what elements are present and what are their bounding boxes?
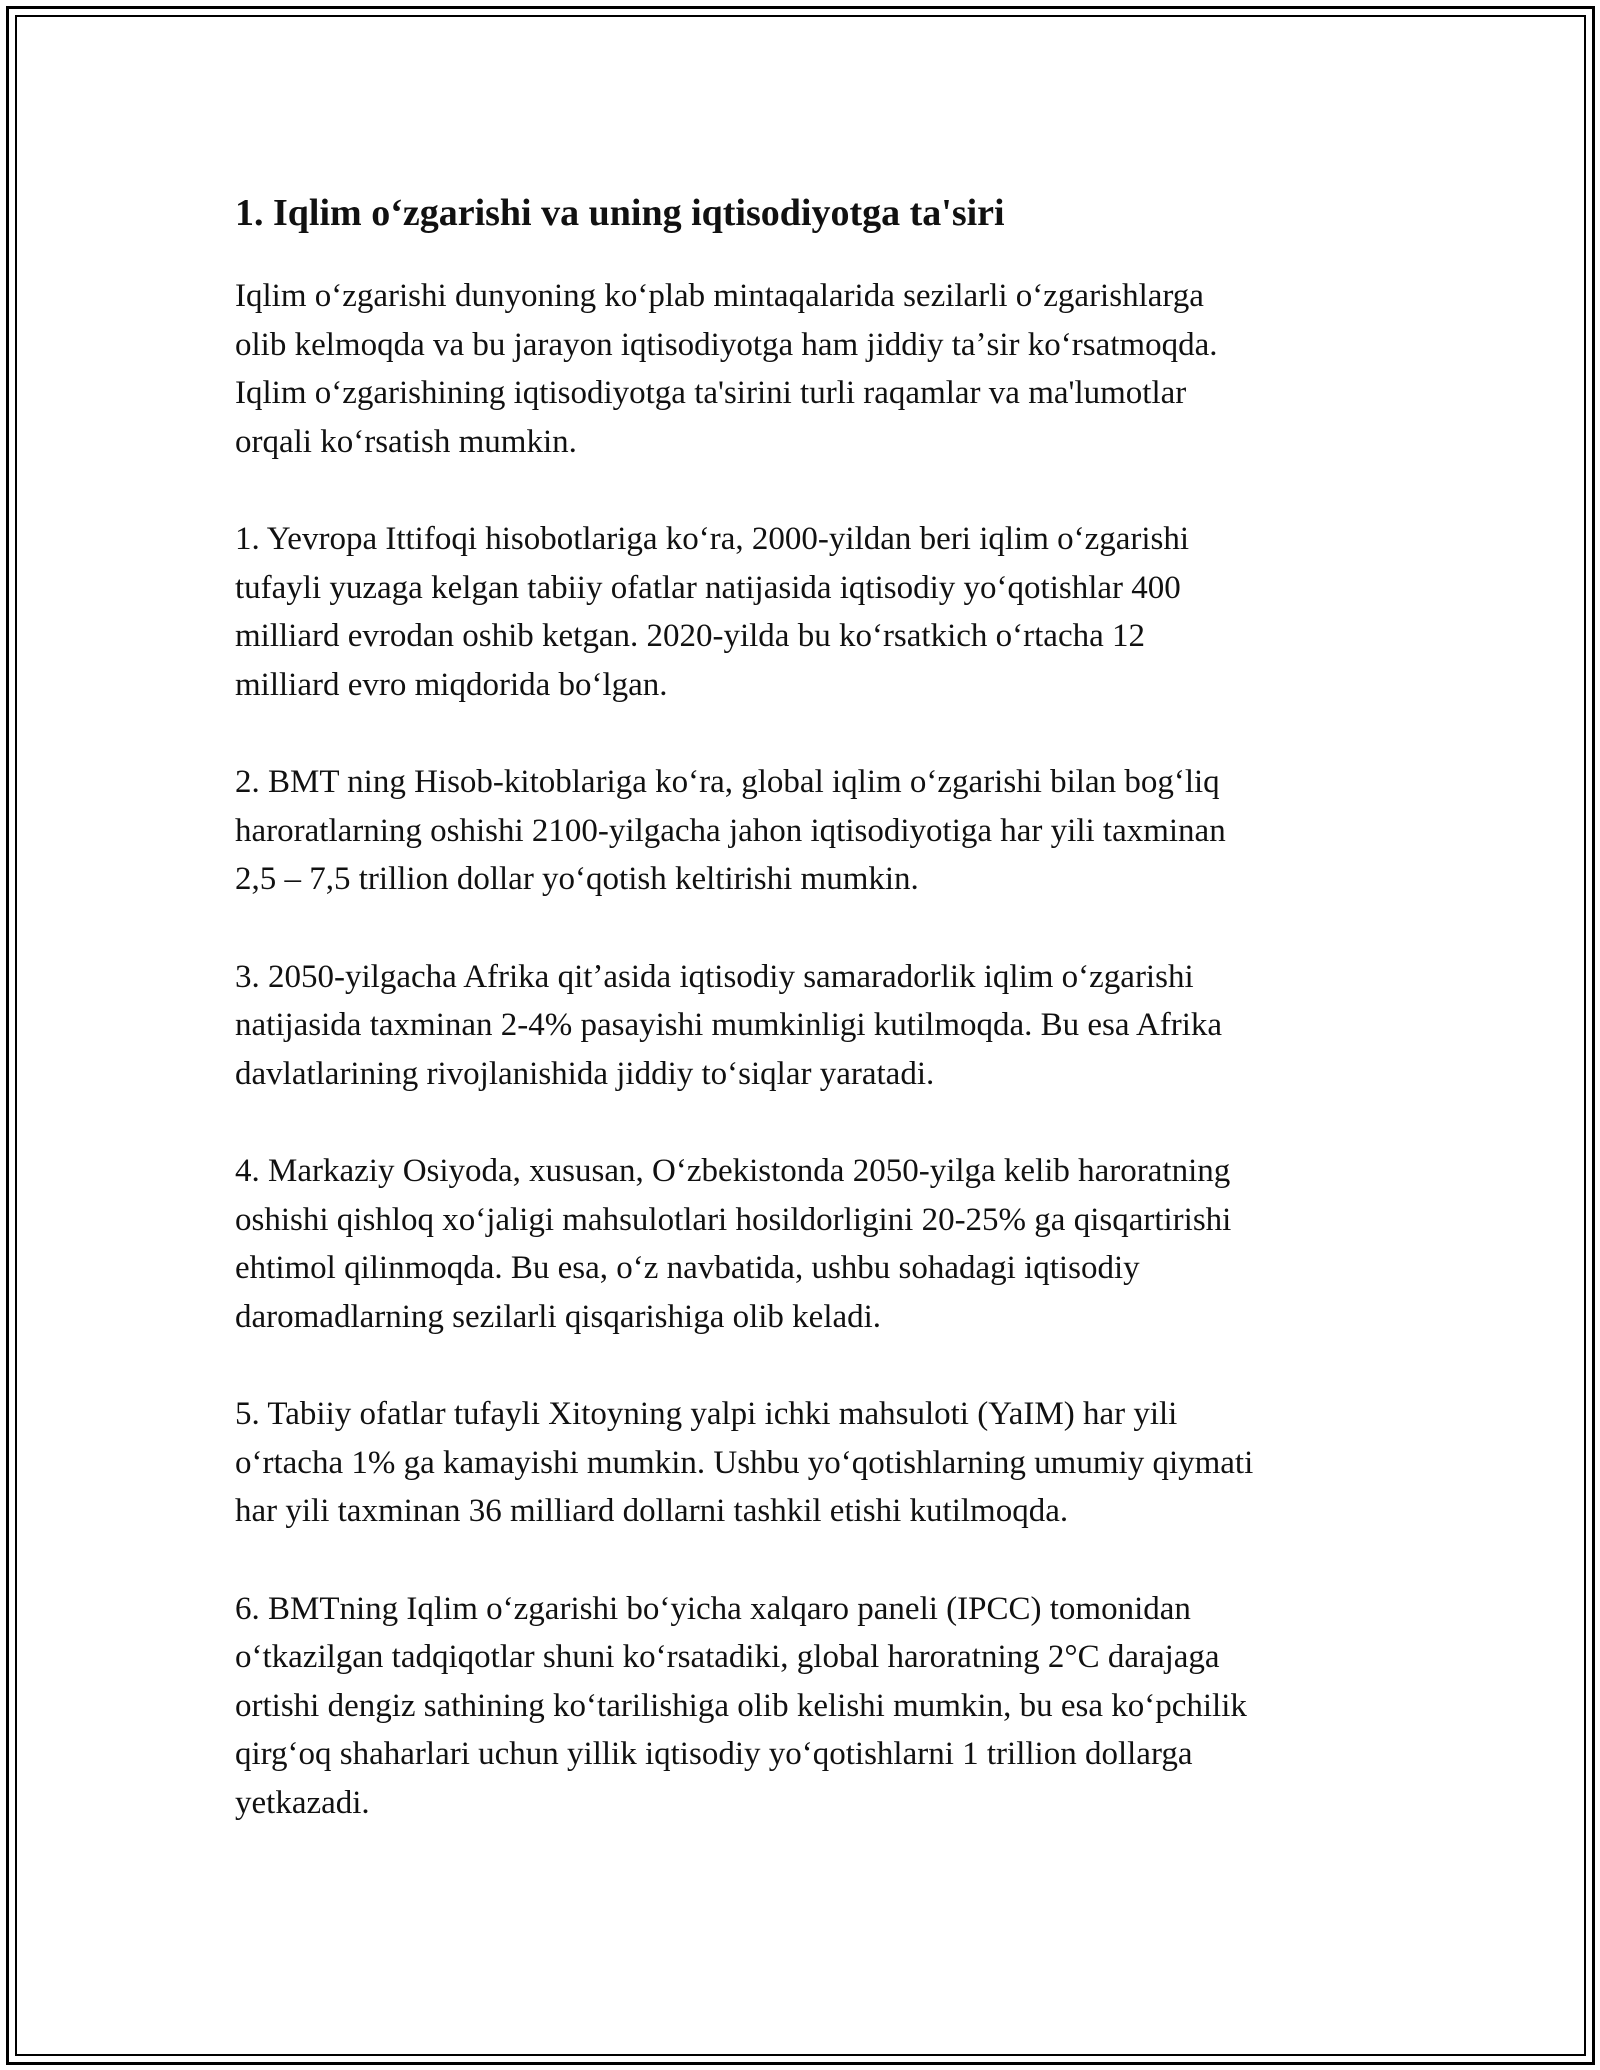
paragraph	[235, 272, 1375, 466]
paragraph	[235, 953, 1375, 1099]
text-line: 3. 2050-yilgacha Afrika qitʼasida iqtisodiy samaradorlik iqlim oʻzgarishi	[235, 958, 1194, 995]
text-line: 6. BMTning Iqlim oʻzgarishi boʻyicha xalqaro paneli (IPCC) tomonidan	[235, 1590, 1191, 1627]
text-line: daromadlarning sezilarli qisqarishiga olib keladi.	[235, 1298, 882, 1335]
text-line: har yili taxminan 36 milliard dollarni tashkil etishi kutilmoqda.	[235, 1493, 1069, 1529]
paragraph	[235, 1585, 1375, 1828]
paragraph	[235, 515, 1375, 709]
paragraph	[235, 1390, 1375, 1536]
paragraph	[235, 1147, 1375, 1341]
text-line: orqali koʻrsatish mumkin.	[235, 423, 577, 460]
paragraph	[235, 758, 1375, 904]
text-line: oʻrtacha 1% ga kamayishi mumkin. Ushbu yoʻqotishlarning umumiy qiymati	[235, 1444, 1254, 1481]
text-line: davlatlarining rivojlanishida jiddiy toʻsiqlar yaratadi.	[235, 1055, 935, 1092]
text-line: 4. Markaziy Osiyoda, xususan, Oʻzbekistonda 2050-yilga kelib haroratning	[235, 1153, 1231, 1189]
page-title: 1. Iqlim oʻzgarishi va uning iqtisodiyotga ta'siri	[235, 192, 1005, 234]
text-line: milliard evro miqdorida boʻlgan.	[235, 666, 668, 703]
text-line: oshishi qishloq xoʻjaligi mahsulotlari hosildorligini 20-25% ga qisqartirishi	[235, 1201, 1232, 1238]
document-body	[235, 188, 1375, 1876]
text-line: Iqlim oʻzgarishi dunyoning koʻplab mintaqalarida sezilarli oʻzgarishlarga	[235, 278, 1204, 314]
text-line: olib kelmoqda va bu jarayon iqtisodiyotga ham jiddiy taʼsir koʻrsatmoqda.	[235, 326, 1218, 363]
text-line: 2,5 – 7,5 trillion dollar yoʻqotish keltirishi mumkin.	[235, 861, 919, 897]
text-line: ortishi dengiz sathining koʻtarilishiga olib kelishi mumkin, bu esa koʻpchilik	[235, 1687, 1247, 1724]
text-line: yetkazadi.	[235, 1784, 370, 1821]
text-line: 5. Tabiiy ofatlar tufayli Xitoyning yalpi ichki mahsuloti (YaIM) har yili	[235, 1396, 1178, 1432]
text-line: Iqlim oʻzgarishining iqtisodiyotga ta'sirini turli raqamlar va ma'lumotlar	[235, 375, 1187, 411]
paragraph-list	[235, 272, 1375, 1827]
text-line: 1. Yevropa Ittifoqi hisobotlariga koʻra, 2000-yildan beri iqlim oʻzgarishi	[235, 521, 1190, 557]
text-line: natijasida taxminan 2-4% pasayishi mumkinligi kutilmoqda. Bu esa Afrika	[235, 1007, 1223, 1043]
text-line: tufayli yuzaga kelgan tabiiy ofatlar natijasida iqtisodiy yoʻqotishlar 400	[235, 569, 1181, 606]
text-line: oʻtkazilgan tadqiqotlar shuni koʻrsatadiki, global haroratning 2°C darajaga	[235, 1639, 1220, 1675]
text-line: qirgʻoq shaharlari uchun yillik iqtisodiy yoʻqotishlarni 1 trillion dollarga	[235, 1736, 1193, 1772]
text-line: ehtimol qilinmoqda. Bu esa, oʻz navbatida, ushbu sohadagi iqtisodiy	[235, 1250, 1140, 1286]
text-line: milliard evrodan oshib ketgan. 2020-yilda bu koʻrsatkich oʻrtacha 12	[235, 618, 1145, 654]
text-line: 2. BMT ning Hisob-kitoblariga koʻra, global iqlim oʻzgarishi bilan bogʻliq	[235, 764, 1220, 800]
text-line: haroratlarning oshishi 2100-yilgacha jahon iqtisodiyotiga har yili taxminan	[235, 812, 1226, 849]
